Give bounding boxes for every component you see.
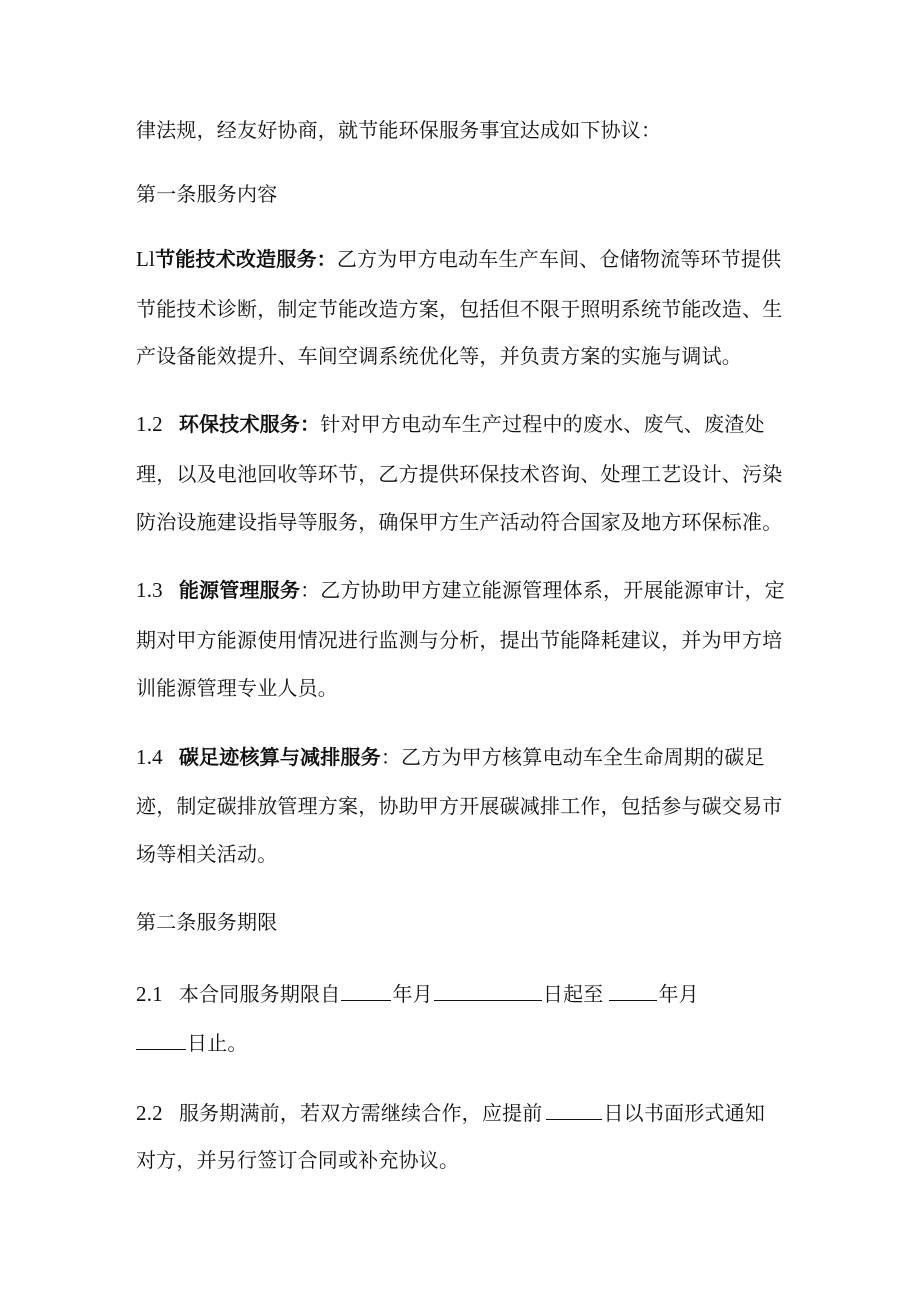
clause-text: 日止。 [187, 1031, 248, 1055]
clause-text: 日起至 [542, 982, 604, 1006]
clause-number: Ll [136, 247, 156, 271]
clause-term: 节能技术改造服务： [155, 247, 337, 271]
intro-paragraph: 律法规，经友好协商，就节能环保服务事宜达成如下协议： [136, 118, 662, 142]
clause-text: 年月 [658, 982, 699, 1006]
clause-1-2-line-2: 理，以及电池回收等环节，乙方提供环保技术咨询、处理工艺设计、污染 [136, 462, 783, 486]
clause-term: 环保技术服务： [178, 412, 321, 436]
clause-1-2-line-3: 防治设施建设指导等服务，确保甲方生产活动符合国家及地方环保标准。 [136, 510, 783, 534]
article-1-heading: 第一条服务内容 [136, 182, 278, 206]
clause-1-4-line-1 [136, 743, 765, 771]
clause-term: 能源管理服务 [178, 578, 301, 602]
clause-1-4-line-2: 迹，制定碳排放管理方案，协助甲方开展碳减排工作，包括参与碳交易市 [136, 794, 783, 818]
article-2-heading: 第二条服务期限 [136, 910, 278, 934]
clause-term: 碳足迹核算与减排服务 [178, 745, 381, 769]
clause-number: 1.4 [136, 745, 163, 769]
blank-year-start[interactable] [341, 978, 391, 1001]
clause-1-3-line-3: 训能源管理专业人员。 [136, 676, 338, 700]
clause-2-1-line-1 [136, 978, 699, 1008]
clause-text: 针对甲方电动车生产过程中的废水、废气、废渣处 [320, 412, 765, 436]
clause-2-2-line-1 [136, 1097, 765, 1127]
clause-text: 乙方为甲方电动车生产车间、仓储物流等环节提供 [336, 247, 782, 271]
clause-number: 1.3 [136, 578, 163, 602]
clause-1-1-line-2: 节能技术诊断，制定节能改造方案，包括但不限于照明系统节能改造、生 [136, 297, 783, 321]
clause-1-2-line-1 [136, 410, 765, 438]
clause-2-2-line-2: 对方，并另行签订合同或补充协议。 [136, 1148, 460, 1172]
blank-year-end[interactable] [609, 978, 657, 1001]
clause-number: 1.2 [136, 412, 163, 436]
clause-text: 日以书面形式通知 [603, 1101, 766, 1125]
clause-text: 服务期满前，若双方需继续合作，应提前 [178, 1101, 543, 1125]
clause-number: 2.2 [136, 1101, 163, 1125]
clause-2-1-line-2 [136, 1027, 248, 1057]
clause-text: ：乙方协助甲方建立能源管理体系，开展能源审计，定 [300, 578, 785, 602]
clause-1-3-line-1 [136, 576, 785, 604]
blank-notice-days[interactable] [546, 1097, 602, 1120]
clause-text: ：乙方为甲方核算电动车全生命周期的碳足 [380, 745, 765, 769]
blank-day-end[interactable] [136, 1027, 186, 1050]
clause-text: 本合同服务期限自 [178, 982, 341, 1006]
clause-1-3-line-2: 期对甲方能源使用情况进行监测与分析，提出节能降耗建议，并为甲方培 [136, 628, 783, 652]
clause-1-1-line-1 [136, 245, 781, 273]
clause-number: 2.1 [136, 982, 163, 1006]
blank-month-day-start[interactable] [434, 978, 542, 1001]
clause-1-4-line-3: 场等相关活动。 [136, 842, 278, 866]
clause-text: 年月 [392, 982, 433, 1006]
clause-1-1-line-3: 产设备能效提升、车间空调系统优化等，并负责方案的实施与调试。 [136, 344, 742, 368]
